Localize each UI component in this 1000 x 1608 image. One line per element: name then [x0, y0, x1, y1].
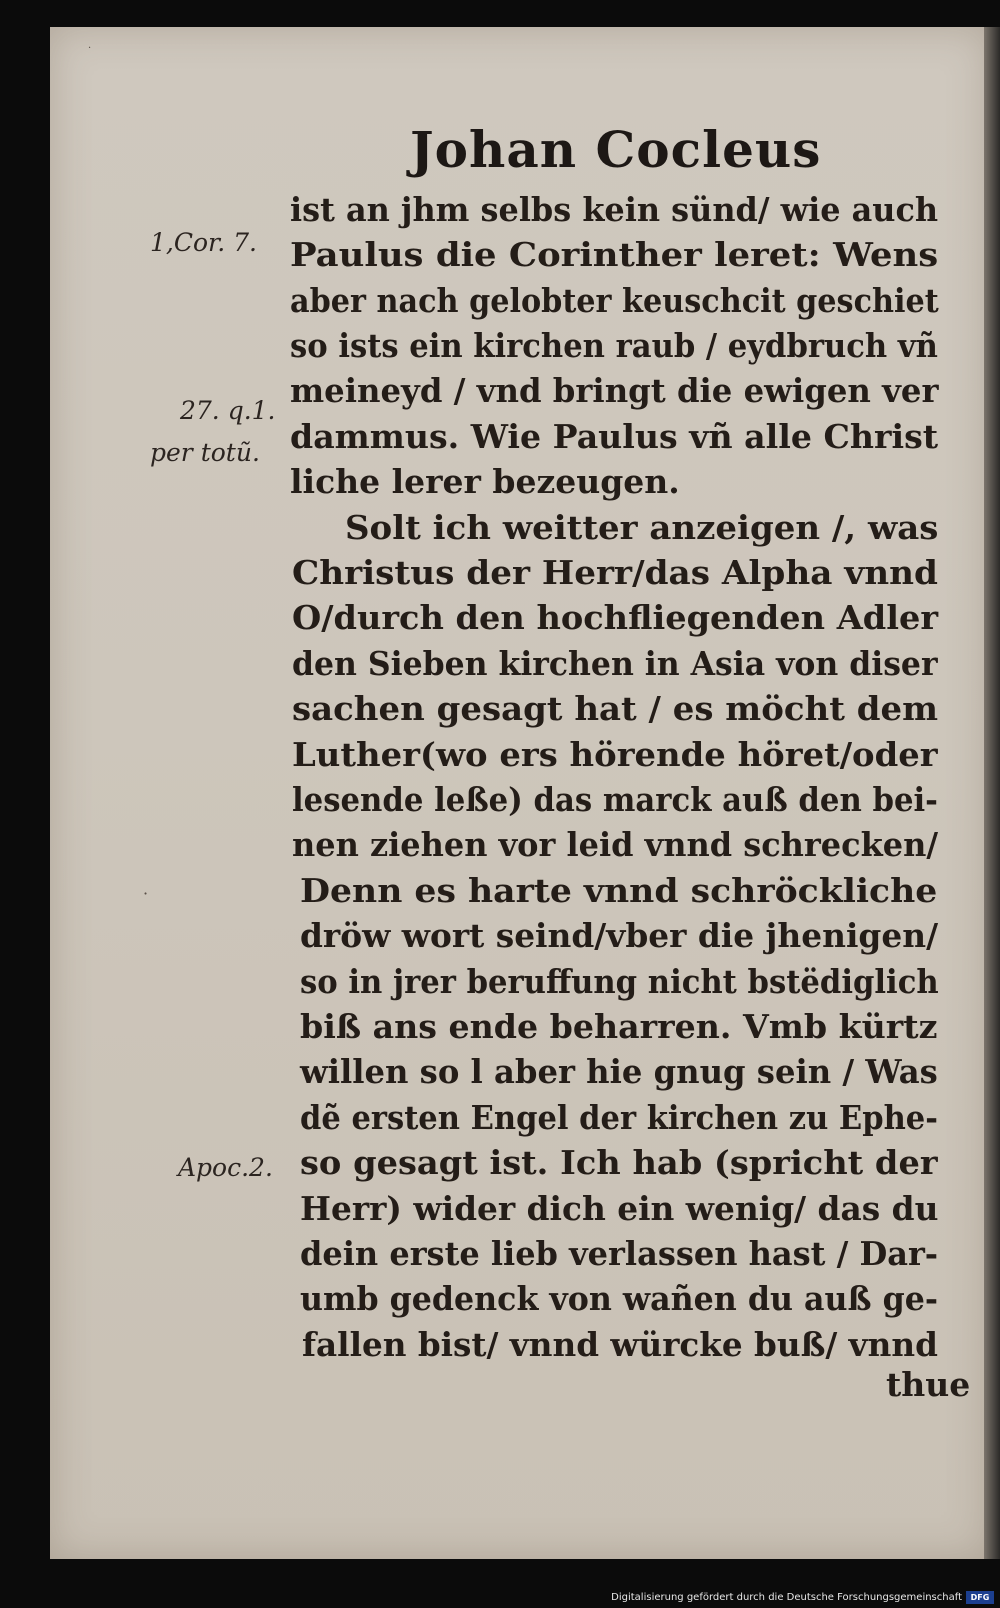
stray-mark: · [143, 884, 149, 903]
text-line: meineyd / vnd bringt die ewigen ver [290, 371, 939, 410]
text-line: dẽ ersten Engel der kirchen zu Ephe- [300, 1098, 938, 1137]
text-line: so ists ein kirchen raub / eydbruch vñ [290, 326, 938, 365]
text-line: so gesagt ist. Ich hab (spricht der [300, 1143, 938, 1182]
text-line: Solt ich weitter anzeigen /, was [345, 508, 939, 547]
digitization-credit: Digitalisierung gefördert durch die Deutsche Forschungsgemeinschaft [611, 1592, 962, 1603]
text-line: den Sieben kirchen in Asia von diser [292, 644, 938, 683]
text-line: willen so l aber hie gnug sein / Was [300, 1052, 938, 1091]
text-line: Denn es harte vnnd schröckliche [300, 871, 938, 910]
text-line: liche lerer bezeugen. [290, 462, 680, 501]
margin-note-apoc: Apoc.2. [178, 1153, 273, 1182]
running-head: Johan Cocleus [410, 120, 822, 179]
text-line: biß ans ende beharren. Vmb kürtz [300, 1007, 938, 1046]
text-line: aber nach gelobter keuschcit geschiet [290, 281, 939, 320]
text-line: dein erste lieb verlassen hast / Dar- [300, 1234, 939, 1273]
page-corner-mark: · [88, 43, 92, 54]
text-line: fallen bist/ vnnd würcke buß/ vnnd [302, 1325, 938, 1364]
margin-note-q-line1: 27. q.1. [180, 396, 276, 425]
text-line: sachen gesagt hat / es möcht dem [292, 689, 939, 728]
text-line: nen ziehen vor leid vnnd schrecken/ [292, 825, 939, 864]
catchword: thue [886, 1365, 971, 1404]
text-line: Herr) wider dich ein wenig/ das du [300, 1189, 939, 1228]
margin-note-q-line2: per totũ. [150, 438, 260, 467]
text-line: O/durch den hochfliegenden Adler [292, 598, 939, 637]
page-edge-shadow [984, 27, 1000, 1559]
text-line: dröw wort seind/vber die jhenigen/ [300, 916, 939, 955]
text-line: Christus der Herr/das Alpha vnnd [292, 553, 938, 592]
text-line: dammus. Wie Paulus vñ alle Christ [290, 417, 939, 456]
text-line: umb gedenck von wañen du auß ge- [300, 1279, 938, 1318]
dfg-logo-icon: DFG [966, 1591, 994, 1604]
margin-note-cor: 1,Cor. 7. [150, 228, 257, 257]
text-line: ist an jhm selbs kein sünd/ wie auch [290, 190, 939, 229]
text-line: Paulus die Corinther leret: Wens [290, 235, 939, 274]
text-line: Luther(wo ers hörende höret/oder [292, 735, 938, 774]
text-line: so in jrer beruffung nicht bstëdiglich [300, 962, 939, 1001]
text-line: lesende leße) das marck auß den bei- [292, 780, 938, 819]
